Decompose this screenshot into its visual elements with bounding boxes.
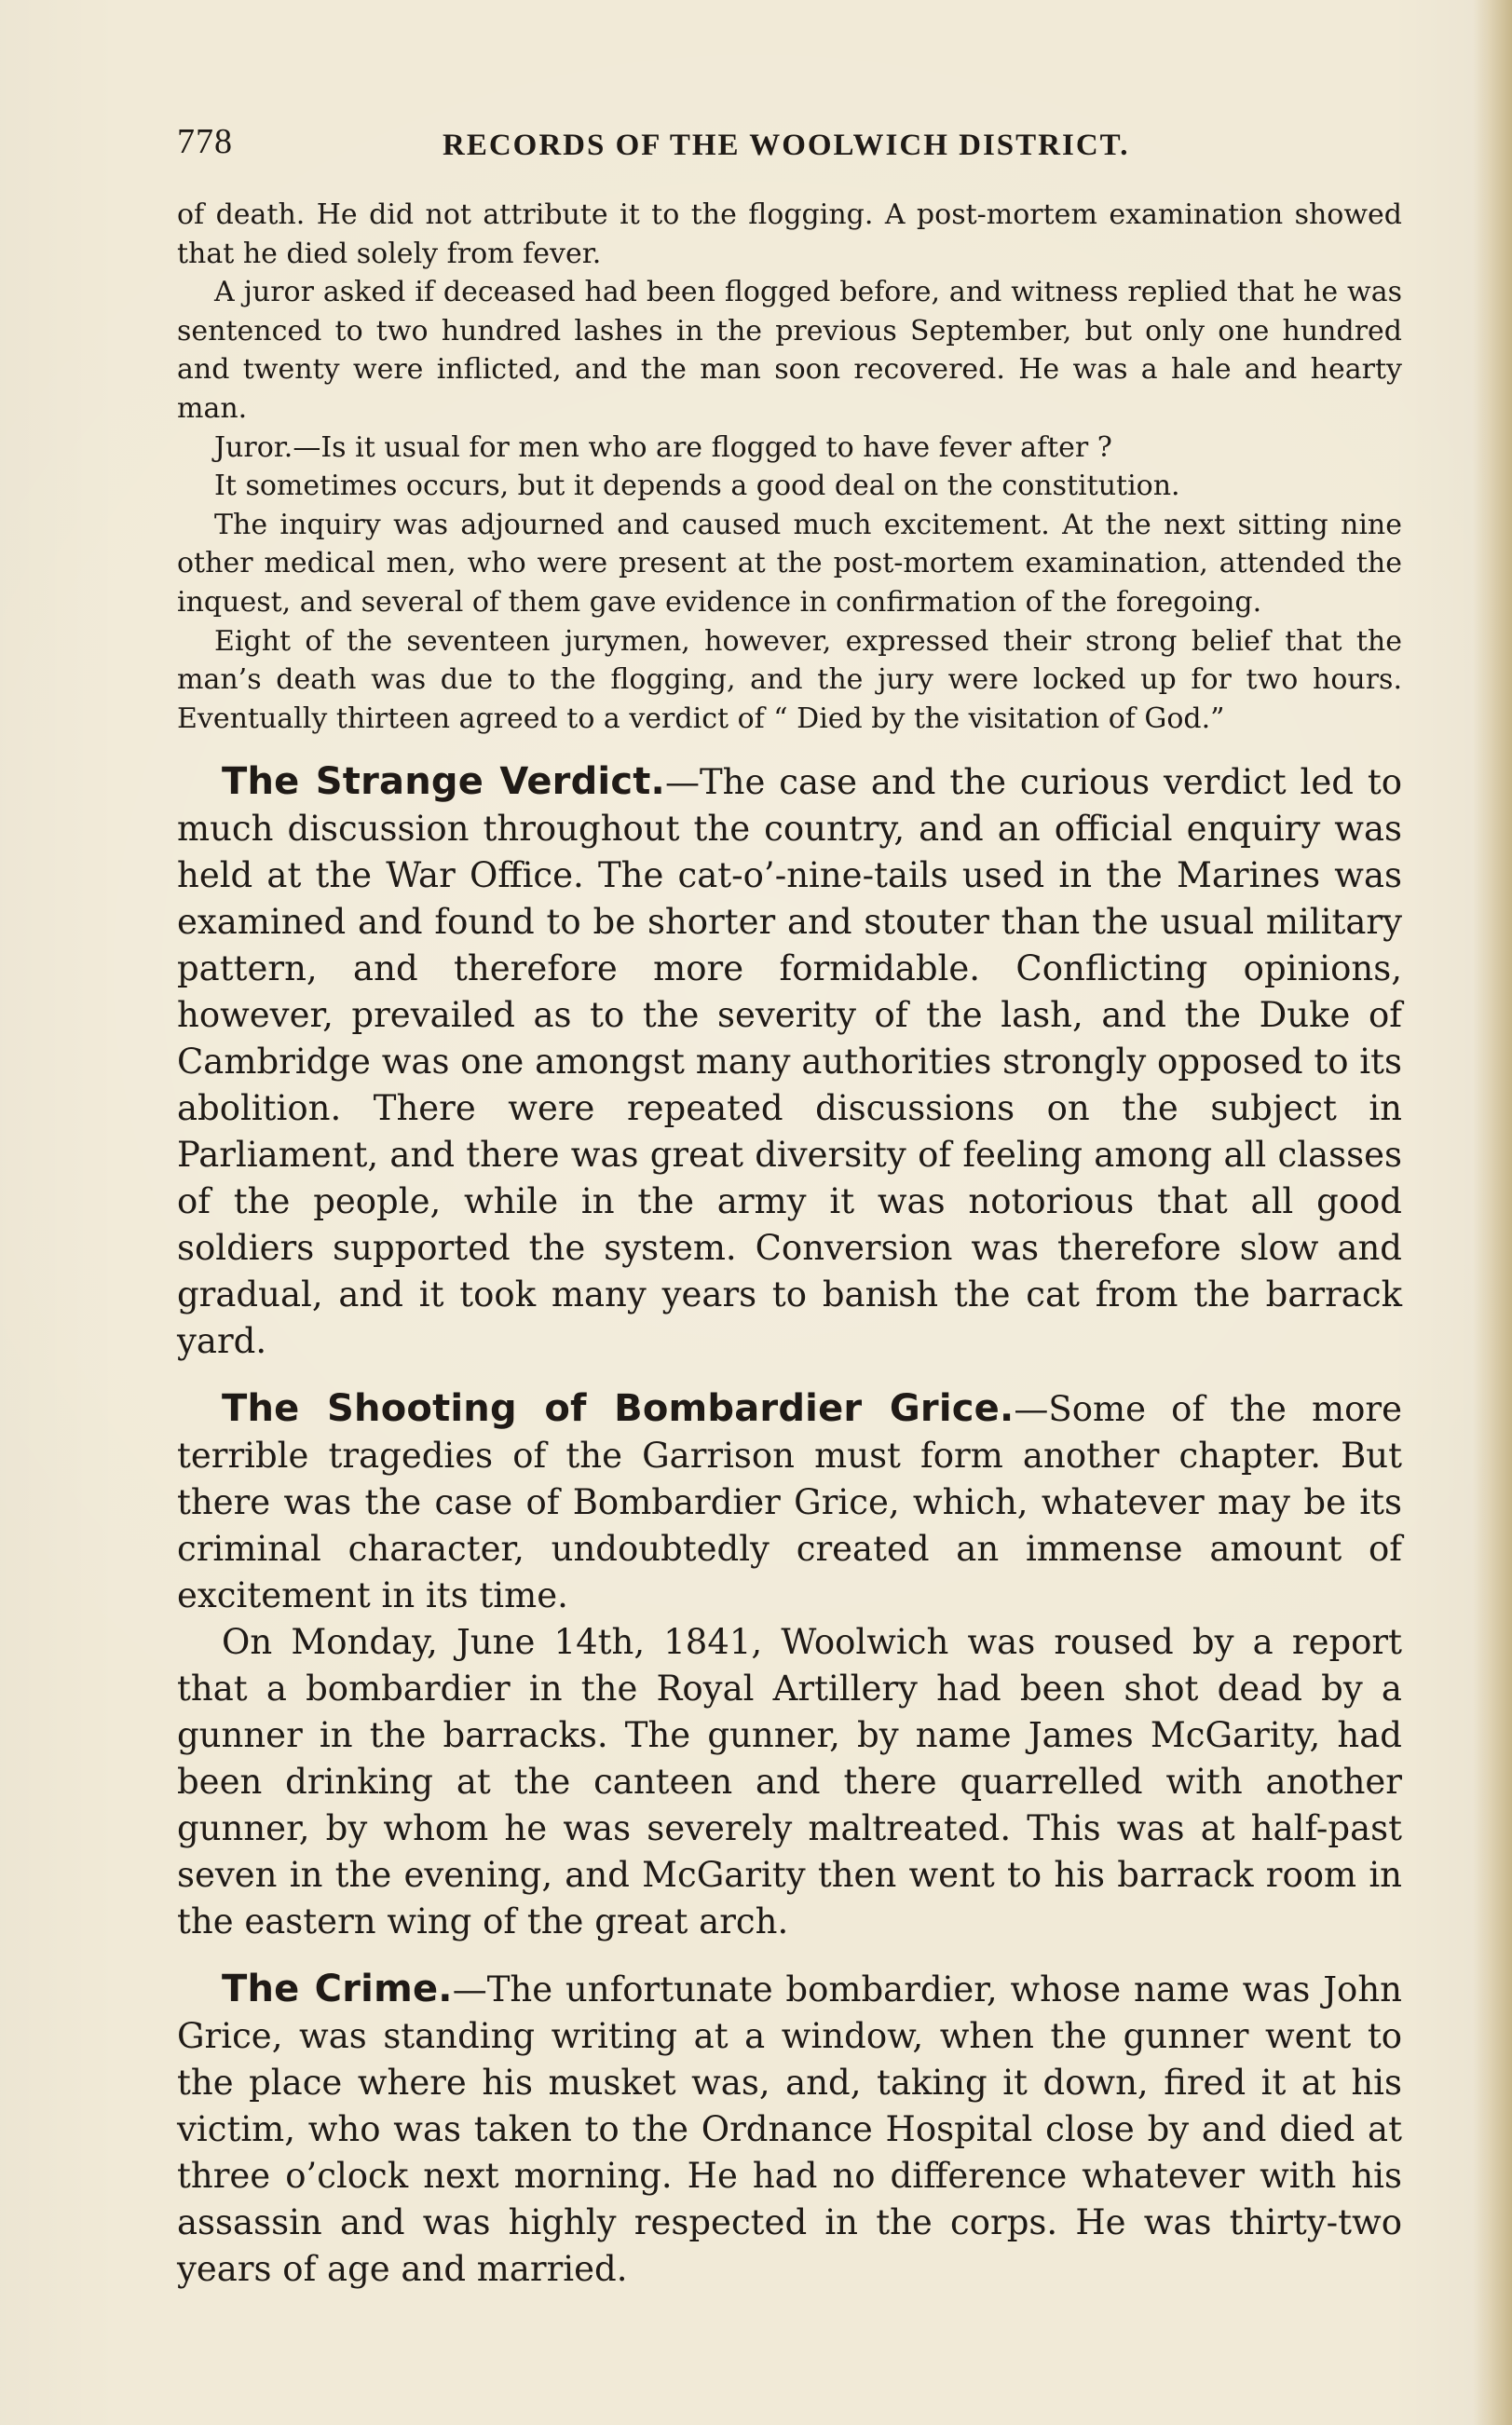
page-header bbox=[177, 121, 1388, 168]
section-heading-strange-verdict: The Strange Verdict. bbox=[222, 760, 665, 804]
page-edge-shadow bbox=[1473, 0, 1512, 2425]
running-title: RECORDS OF THE WOOLWICH DISTRICT. bbox=[443, 129, 1130, 162]
section-heading-shooting-bombardier-grice: The Shooting of Bombardier Grice. bbox=[222, 1387, 1015, 1431]
small-paragraph-5: The inquiry was adjourned and caused much excitement. At the next sitting nine other medical men, who were present at the post-mortem examination, attended the inquest, and several of them gave evidence in confirmation of the foregoing. bbox=[177, 508, 1402, 619]
small-type-passage bbox=[177, 196, 1402, 738]
small-paragraph-4: It sometimes occurs, but it depends a good deal on the constitution. bbox=[214, 470, 1180, 503]
page-number: 778 bbox=[177, 122, 233, 161]
section-crime-text: —The unfortunate bombardier, whose name was John Grice, was standing writing at a window, when the gunner went to the place where his musket was, and, taking it down, fired it at his victim, who was taken to the Ordnance Hospital close by and died at three o’clock next morning. He had no difference whatever with his assassin and was highly respected in the corps. He was thirty-two years of age and married. bbox=[177, 1969, 1402, 2290]
section-heading-crime: The Crime. bbox=[222, 1968, 453, 2011]
section-strange-verdict-text: —The case and the curious verdict led to much discussion throughout the country, and an official enquiry was held at the War Office. The cat-o’-nine-tails used in the Marines was examined and found to be shorter and stouter than the usual military pattern, and therefore more formidable. Conflicting opinions, however, prevailed as to the severity of the lash, and the Duke of Cambridge was one amongst many authorities strongly opposed to its abolition. There were repeated discussions on the subject in Parliament, and there was great diversity of feeling among all classes of the people, while in the army it was notorious that all good soldiers supported the system. Conversion was therefore slow and gradual, and it took many years to banish the cat from the barrack yard. bbox=[177, 762, 1403, 1362]
small-paragraph-2: A juror asked if deceased had been flogged before, and witness replied that he was sentenced to two hundred lashes in the previous September, but only one hundred and twenty were inflicted, and the man soon recovered. He was a hale and hearty man. bbox=[177, 276, 1402, 425]
section-strange-verdict-paragraph bbox=[177, 758, 1402, 1365]
page-content bbox=[177, 196, 1402, 2293]
section-shooting-bombardier-grice bbox=[177, 1385, 1402, 1945]
section-shooting-paragraph-2: On Monday, June 14th, 1841, Woolwich was roused by a report that a bombardier in the Royal Artillery had been shot dead by a gunner in the barracks. The gunner, by name James McGarity, had been drinking at the canteen and there quarrelled with another gunner, by whom he was severely maltreated. This was at half-past seven in the evening, and McGarity then went to his barrack room in the eastern wing of the great arch. bbox=[177, 1622, 1402, 1942]
small-paragraph-3: Juror.—Is it usual for men who are flogged to have fever after ? bbox=[214, 430, 1112, 464]
section-shooting-text-1: —Some of the more terrible tragedies of the Garrison must form another chapter. But there was the case of Bombardier Grice, which, whatever may be its criminal character, undoubtedly created an immense amount of excitement in its time. bbox=[177, 1389, 1402, 1616]
section-shooting-paragraph-1 bbox=[177, 1385, 1402, 1619]
small-paragraph-6: Eight of the seventeen jurymen, however, expressed their strong belief that the man’s death was due to the flogging, and the jury were locked up for two hours. Eventually thirteen agreed to a verdict of “ Died by the visitation of God.” bbox=[177, 624, 1402, 735]
small-paragraph-1: of death. He did not attribute it to the flogging. A post-mortem examination showed that he died solely from fever. bbox=[177, 198, 1402, 270]
section-strange-verdict bbox=[177, 758, 1402, 1365]
section-crime-paragraph bbox=[177, 1966, 1402, 2293]
section-crime bbox=[177, 1966, 1402, 2293]
